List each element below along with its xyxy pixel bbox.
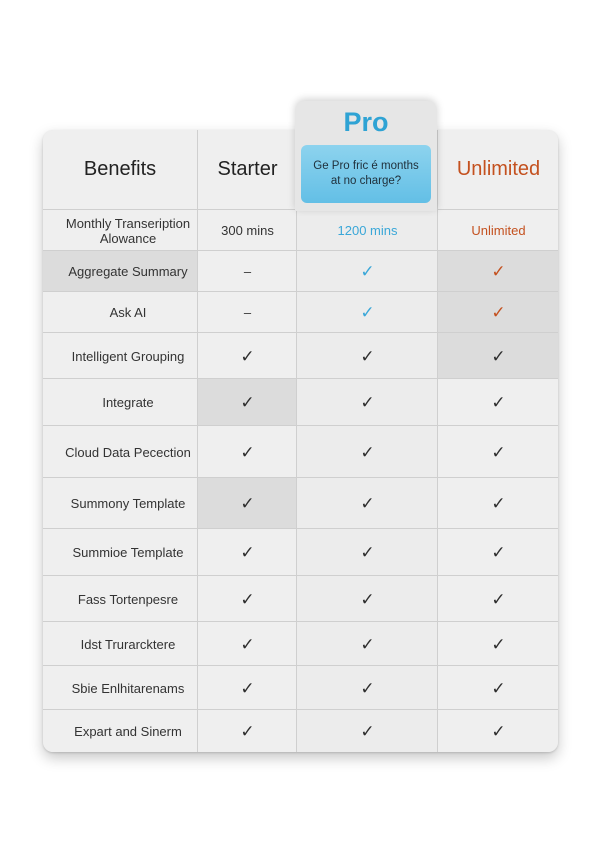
pricing-comparison-table — [43, 130, 558, 752]
table-row — [43, 621, 558, 666]
pro-check-icon: ✓ — [296, 379, 438, 426]
pro-value: 1200 mins — [296, 210, 438, 251]
table-row — [43, 209, 558, 251]
starter-check-icon: ✓ — [197, 478, 297, 529]
pro-check-icon: ✓ — [296, 426, 438, 478]
pro-plan-title: Pro — [343, 107, 389, 137]
table-row — [43, 291, 558, 333]
benefit-label: Integrate — [43, 379, 213, 426]
pro-check-icon: ✓ — [296, 251, 438, 292]
benefit-label: Cloud Data Pecection — [43, 426, 213, 478]
unlimited-check-icon: ✓ — [437, 251, 558, 292]
pro-plan-tab — [295, 101, 437, 211]
pro-check-icon: ✓ — [296, 576, 438, 622]
pro-check-icon: ✓ — [296, 292, 438, 333]
table-row — [43, 425, 558, 478]
unlimited-check-icon: ✓ — [437, 576, 558, 622]
unlimited-value: Unlimited — [437, 210, 558, 251]
table-row — [43, 528, 558, 576]
starter-check-icon: ✓ — [197, 710, 297, 752]
header-unlimited: Unlimited — [437, 130, 558, 209]
table-row — [43, 665, 558, 710]
pro-check-icon: ✓ — [296, 710, 438, 752]
pro-promo-button[interactable] — [301, 145, 431, 203]
starter-check-icon: ✓ — [197, 666, 297, 710]
table-row — [43, 477, 558, 529]
unlimited-check-icon: ✓ — [437, 666, 558, 710]
unlimited-check-icon: ✓ — [437, 333, 558, 379]
benefit-label: Monthly Transeription Alowance — [43, 210, 213, 251]
unlimited-check-icon: ✓ — [437, 379, 558, 426]
benefit-label: Intelligent Grouping — [43, 333, 213, 379]
benefit-label: Sbie Enlhitarenams — [43, 666, 213, 710]
table-row — [43, 575, 558, 622]
starter-check-icon: ✓ — [197, 529, 297, 576]
header-starter: Starter — [197, 130, 297, 209]
header-benefits: Benefits — [43, 130, 197, 209]
unlimited-check-icon: ✓ — [437, 622, 558, 666]
benefit-label: Idst Trurarcktere — [43, 622, 213, 666]
starter-value: 300 mins — [197, 210, 297, 251]
unlimited-check-icon: ✓ — [437, 529, 558, 576]
benefit-label: Fass Tortenpesre — [43, 576, 213, 622]
starter-check-icon: ✓ — [197, 622, 297, 666]
unlimited-check-icon: ✓ — [437, 710, 558, 752]
starter-check-icon: ✓ — [197, 333, 297, 379]
starter-value: – — [197, 292, 297, 333]
pro-promo-label: Ge Pro fric é months at no charge? — [313, 160, 419, 187]
unlimited-check-icon: ✓ — [437, 292, 558, 333]
unlimited-check-icon: ✓ — [437, 426, 558, 478]
starter-check-icon: ✓ — [197, 576, 297, 622]
benefit-label: Aggregate Summary — [43, 251, 213, 292]
benefit-label: Ask AI — [43, 292, 213, 333]
pro-check-icon: ✓ — [296, 529, 438, 576]
starter-value: – — [197, 251, 297, 292]
unlimited-check-icon: ✓ — [437, 478, 558, 529]
benefit-label: Expart and Sinerm — [43, 710, 213, 752]
table-row — [43, 709, 558, 752]
starter-check-icon: ✓ — [197, 379, 297, 426]
table-row — [43, 250, 558, 292]
starter-check-icon: ✓ — [197, 426, 297, 478]
pro-check-icon: ✓ — [296, 622, 438, 666]
pro-check-icon: ✓ — [296, 333, 438, 379]
benefit-label: Summony Template — [43, 478, 213, 529]
benefit-label: Summioe Template — [43, 529, 213, 576]
table-row — [43, 332, 558, 379]
pro-check-icon: ✓ — [296, 666, 438, 710]
table-row — [43, 378, 558, 426]
pro-check-icon: ✓ — [296, 478, 438, 529]
